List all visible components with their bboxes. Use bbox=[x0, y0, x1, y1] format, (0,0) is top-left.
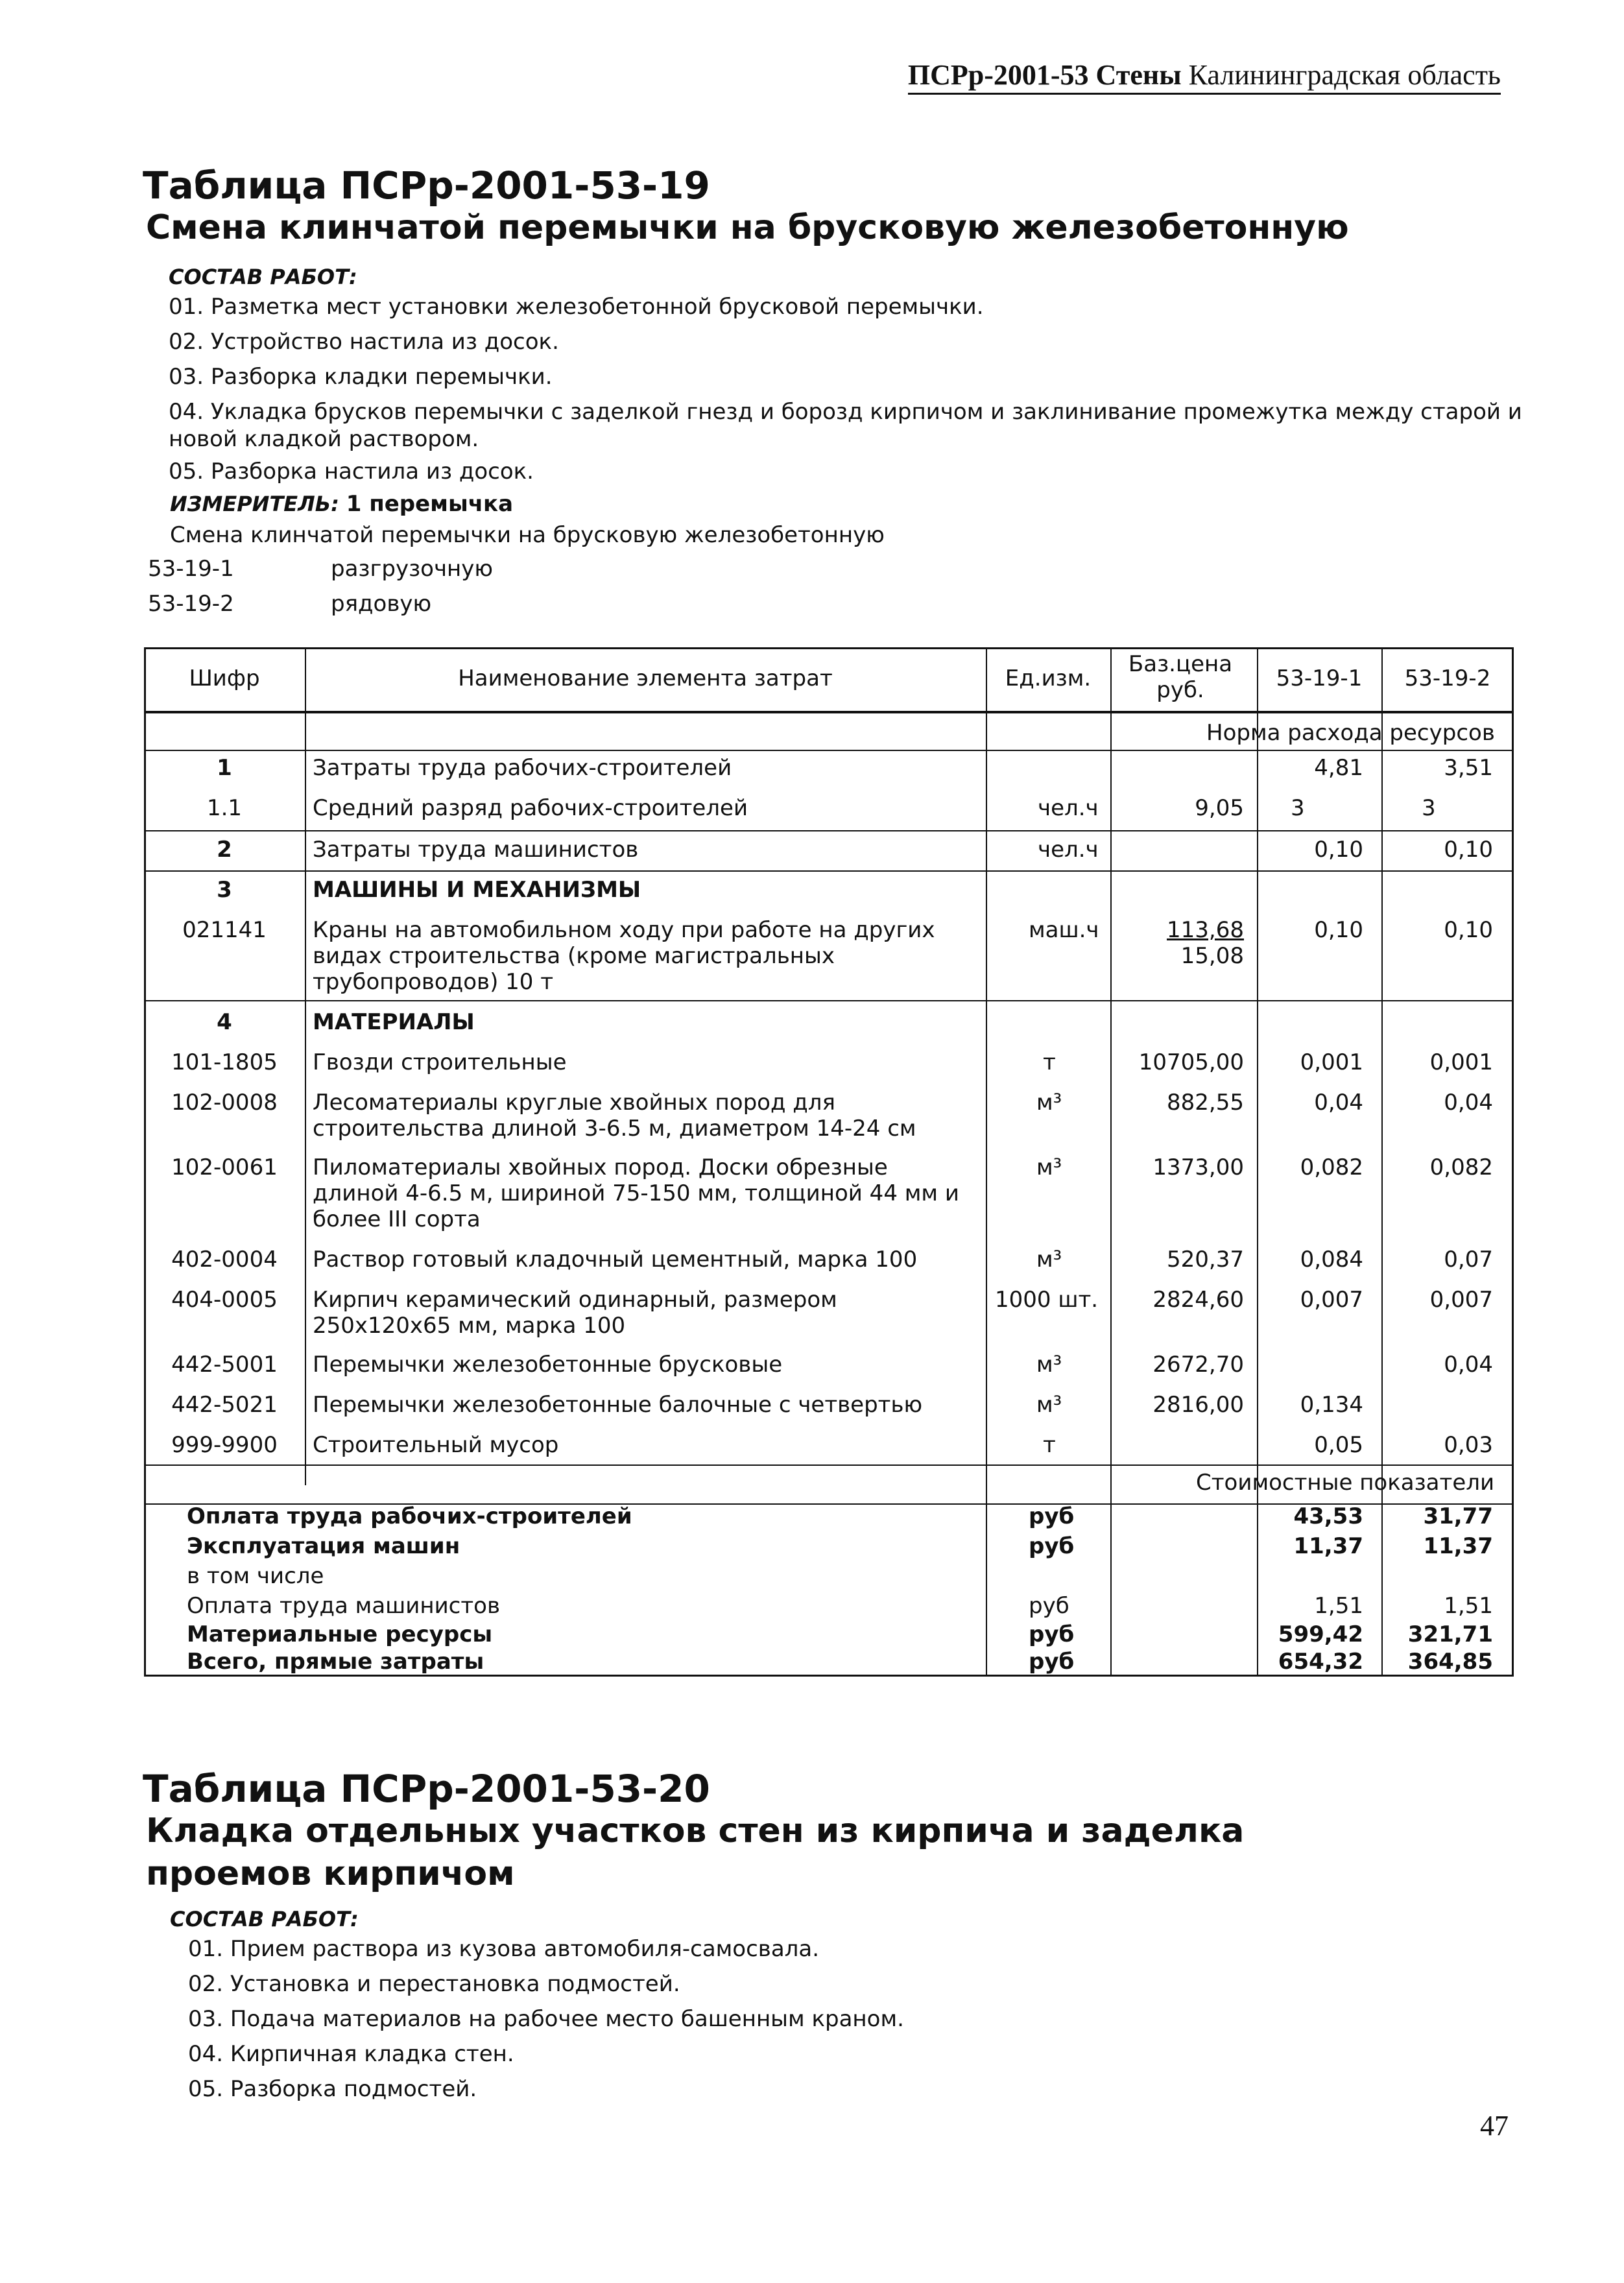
row-1-1-name: Средний разряд рабочих-строителей bbox=[313, 795, 748, 821]
row-102-0008-code: 102-0008 bbox=[171, 1090, 278, 1116]
cost-2-name: Эксплуатация машин bbox=[187, 1533, 460, 1559]
row-021141-v2: 0,10 bbox=[1444, 917, 1493, 943]
cost-6-name: Всего, прямые затраты bbox=[187, 1649, 484, 1675]
row-442-5021-unit: м³ bbox=[1036, 1392, 1062, 1418]
row-divider bbox=[144, 870, 1514, 872]
row-999-9900-v1: 0,05 bbox=[1314, 1432, 1363, 1458]
row-442-5001-code: 442-5001 bbox=[171, 1352, 278, 1378]
table20-subtitle: Кладка отдельных участков стен из кирпича и заделка проемов кирпичом bbox=[146, 1811, 1245, 1893]
table19-title: Таблица ПСРр-2001-53-19 bbox=[143, 163, 710, 208]
cost-1-v1: 43,53 bbox=[1293, 1503, 1363, 1529]
row-101-1805-code: 101-1805 bbox=[171, 1049, 278, 1075]
cost-1-v2: 31,77 bbox=[1423, 1503, 1493, 1529]
row-442-5021-name: Перемычки железобетонные балочные с четвертью bbox=[313, 1392, 923, 1418]
col-header-unit: Ед.изм. bbox=[1005, 665, 1092, 691]
row-021141-unit: маш.ч bbox=[1029, 917, 1099, 943]
row-2-code: 2 bbox=[217, 837, 232, 863]
row-1-1-unit: чел.ч bbox=[1038, 795, 1099, 821]
row-404-0005-price: 2824,60 bbox=[1152, 1287, 1244, 1313]
cost-1-name: Оплата труда рабочих-строителей bbox=[187, 1503, 632, 1529]
row-2-unit: чел.ч bbox=[1038, 837, 1099, 863]
header-code: ПСРр-2001-53 Стены bbox=[907, 59, 1182, 91]
row-999-9900-name: Строительный мусор bbox=[313, 1432, 559, 1458]
row-102-0008-price: 882,55 bbox=[1167, 1090, 1244, 1116]
row-402-0004-name: Раствор готовый кладочный цементный, марка 100 bbox=[313, 1247, 918, 1273]
row-102-0008-v2: 0,04 bbox=[1444, 1090, 1493, 1116]
row-2-v1: 0,10 bbox=[1314, 837, 1363, 863]
variant-code-1: 53-19-1 bbox=[148, 556, 234, 582]
cost-2-unit: руб bbox=[1029, 1533, 1075, 1559]
cost-5-v2: 321,71 bbox=[1407, 1621, 1493, 1647]
row-divider bbox=[144, 830, 1514, 831]
row-999-9900-unit: т bbox=[1043, 1432, 1056, 1458]
row-divider bbox=[144, 1464, 1514, 1466]
row-2-v2: 0,10 bbox=[1444, 837, 1493, 863]
row-102-0008-name: Лесоматериалы круглые хвойных пород для строительства длиной 3-6.5 м, диаметром 14-24 см bbox=[313, 1090, 916, 1142]
col-header-v2: 53-19-2 bbox=[1404, 665, 1491, 691]
table19-step-1: 01. Разметка мест установки железобетонной брусковой перемычки. bbox=[169, 294, 984, 320]
col-divider bbox=[986, 751, 987, 1675]
row-404-0005-code: 404-0005 bbox=[171, 1287, 278, 1313]
table20-step-2: 02. Установка и перестановка подмостей. bbox=[188, 1971, 680, 1997]
row-1-1-code: 1.1 bbox=[206, 795, 243, 821]
row-021141-price-2: 15,08 bbox=[1180, 943, 1244, 969]
cost-4-v2: 1,51 bbox=[1444, 1593, 1493, 1619]
variant-name-1: разгрузочную bbox=[331, 556, 494, 582]
row-402-0004-v2: 0,07 bbox=[1444, 1247, 1493, 1273]
variant-code-2: 53-19-2 bbox=[148, 591, 234, 617]
header-region: Калининградская область bbox=[1188, 59, 1501, 91]
cost-4-v1: 1,51 bbox=[1314, 1593, 1363, 1619]
row-102-0008-unit: м³ bbox=[1036, 1090, 1062, 1116]
row-divider bbox=[144, 711, 1514, 713]
table19-meter bbox=[170, 490, 513, 518]
table20-step-3: 03. Подача материалов на рабочее место башенным краном. bbox=[188, 2006, 904, 2032]
row-4-code: 4 bbox=[217, 1009, 232, 1035]
row-404-0005-v1: 0,007 bbox=[1300, 1287, 1363, 1313]
row-442-5021-code: 442-5021 bbox=[171, 1392, 278, 1418]
row-101-1805-unit: т bbox=[1043, 1049, 1056, 1075]
row-442-5001-v2: 0,04 bbox=[1444, 1352, 1493, 1378]
table20-title: Таблица ПСРр-2001-53-20 bbox=[143, 1767, 710, 1811]
row-divider bbox=[144, 750, 1514, 751]
table20-step-5: 05. Разборка подмостей. bbox=[188, 2076, 477, 2102]
row-404-0005-v2: 0,007 bbox=[1429, 1287, 1493, 1313]
table19-step-4: 04. Укладка брусков перемычки с заделкой гнезд и борозд кирпичом и заклинивание промежутка между старой и новой кладкой раствором. bbox=[169, 399, 1522, 452]
row-021141-v1: 0,10 bbox=[1314, 917, 1363, 943]
row-402-0004-price: 520,37 bbox=[1167, 1247, 1244, 1273]
row-999-9900-v2: 0,03 bbox=[1444, 1432, 1493, 1458]
row-402-0004-v1: 0,084 bbox=[1300, 1247, 1363, 1273]
page-number: 47 bbox=[1480, 2110, 1509, 2142]
row-1-v2: 3,51 bbox=[1444, 755, 1493, 781]
col-header-name: Наименование элемента затрат bbox=[458, 665, 833, 691]
cost-1-unit: руб bbox=[1029, 1503, 1075, 1529]
cost-6-v1: 654,32 bbox=[1278, 1649, 1363, 1675]
running-header bbox=[908, 58, 1501, 95]
row-999-9900-code: 999-9900 bbox=[171, 1432, 278, 1458]
cost-5-name: Материальные ресурсы bbox=[187, 1621, 493, 1647]
row-402-0004-code: 402-0004 bbox=[171, 1247, 278, 1273]
row-404-0005-name: Кирпич керамический одинарный, размером 250x120x65 мм, марка 100 bbox=[313, 1287, 837, 1339]
cost-4-name: Оплата труда машинистов bbox=[187, 1593, 501, 1619]
table19-meter-desc: Смена клинчатой перемычки на брусковую железобетонную bbox=[170, 522, 885, 548]
row-divider bbox=[144, 1000, 1514, 1001]
col-divider bbox=[986, 647, 987, 751]
row-442-5001-unit: м³ bbox=[1036, 1352, 1062, 1378]
row-3-name: МАШИНЫ И МЕХАНИЗМЫ bbox=[313, 877, 641, 903]
col-divider bbox=[305, 647, 306, 1485]
row-102-0061-price: 1373,00 bbox=[1152, 1154, 1244, 1180]
norm-header: Норма расхода ресурсов bbox=[1206, 720, 1495, 746]
row-101-1805-name: Гвозди строительные bbox=[313, 1049, 567, 1075]
table20-step-1: 01. Прием раствора из кузова автомобиля-самосвала. bbox=[188, 1936, 820, 1962]
cost-4-unit: руб bbox=[1029, 1593, 1069, 1619]
table19-step-2: 02. Устройство настила из досок. bbox=[169, 329, 559, 355]
cost-2-v2: 11,37 bbox=[1423, 1533, 1493, 1559]
col-header-v1: 53-19-1 bbox=[1276, 665, 1363, 691]
table20-step-4: 04. Кирпичная кладка стен. bbox=[188, 2041, 514, 2067]
row-3-code: 3 bbox=[217, 877, 232, 903]
row-1-v1: 4,81 bbox=[1314, 755, 1363, 781]
row-021141-price: 113,68 bbox=[1167, 917, 1244, 943]
cost-5-v1: 599,42 bbox=[1278, 1621, 1363, 1647]
row-4-name: МАТЕРИАЛЫ bbox=[313, 1009, 475, 1035]
row-102-0061-unit: м³ bbox=[1036, 1154, 1062, 1180]
row-021141-name: Краны на автомобильном ходу при работе на других видах строительства (кроме магистральных трубопроводов) 10 т bbox=[313, 917, 935, 995]
row-1-1-v1: 3 bbox=[1291, 795, 1305, 821]
row-442-5021-v1: 0,134 bbox=[1300, 1392, 1363, 1418]
row-102-0008-v1: 0,04 bbox=[1314, 1090, 1363, 1116]
cost-2-v1: 11,37 bbox=[1293, 1533, 1363, 1559]
row-442-5021-price: 2816,00 bbox=[1152, 1392, 1244, 1418]
table19-step-3: 03. Разборка кладки перемычки. bbox=[169, 364, 553, 390]
row-102-0061-v1: 0,082 bbox=[1300, 1154, 1363, 1180]
variant-name-2: рядовую bbox=[331, 591, 432, 617]
table19-step-5: 05. Разборка настила из досок. bbox=[169, 459, 534, 484]
row-1-1-v2: 3 bbox=[1422, 795, 1436, 821]
table19-composition-label: СОСТАВ РАБОТ: bbox=[169, 265, 357, 289]
row-1-name: Затраты труда рабочих-строителей bbox=[313, 755, 732, 781]
row-442-5001-price: 2672,70 bbox=[1152, 1352, 1244, 1378]
row-021141-code: 021141 bbox=[182, 917, 267, 943]
row-2-name: Затраты труда машинистов bbox=[313, 837, 639, 863]
meter-label: ИЗМЕРИТЕЛЬ: bbox=[170, 492, 339, 516]
row-102-0061-name: Пиломатериалы хвойных пород. Доски обрезные длиной 4-6.5 м, шириной 75-150 мм, толщиной 44 мм и более III сорта bbox=[313, 1154, 959, 1232]
table19-subtitle: Смена клинчатой перемычки на брусковую железобетонную bbox=[146, 208, 1349, 247]
col-header-code: Шифр bbox=[189, 665, 260, 691]
row-101-1805-price: 10705,00 bbox=[1138, 1049, 1244, 1075]
row-102-0061-v2: 0,082 bbox=[1429, 1154, 1493, 1180]
row-442-5001-name: Перемычки железобетонные брусковые bbox=[313, 1352, 783, 1378]
cost-3-name: в том числе bbox=[187, 1563, 324, 1589]
cost-header: Стоимостные показатели bbox=[1196, 1470, 1495, 1496]
row-1-1-price: 9,05 bbox=[1195, 795, 1244, 821]
cost-5-unit: руб bbox=[1029, 1621, 1075, 1647]
cost-6-v2: 364,85 bbox=[1407, 1649, 1493, 1675]
row-102-0061-code: 102-0061 bbox=[171, 1154, 278, 1180]
row-404-0005-unit: 1000 шт. bbox=[995, 1287, 1099, 1313]
meter-value: 1 перемычка bbox=[346, 491, 514, 517]
table20-composition-label: СОСТАВ РАБОТ: bbox=[170, 1907, 359, 1931]
col-header-price: Баз.цена руб. bbox=[1128, 651, 1233, 703]
row-101-1805-v1: 0,001 bbox=[1300, 1049, 1363, 1075]
row-101-1805-v2: 0,001 bbox=[1429, 1049, 1493, 1075]
row-1-code: 1 bbox=[217, 755, 232, 781]
row-402-0004-unit: м³ bbox=[1036, 1247, 1062, 1273]
cost-6-unit: руб bbox=[1029, 1649, 1075, 1675]
